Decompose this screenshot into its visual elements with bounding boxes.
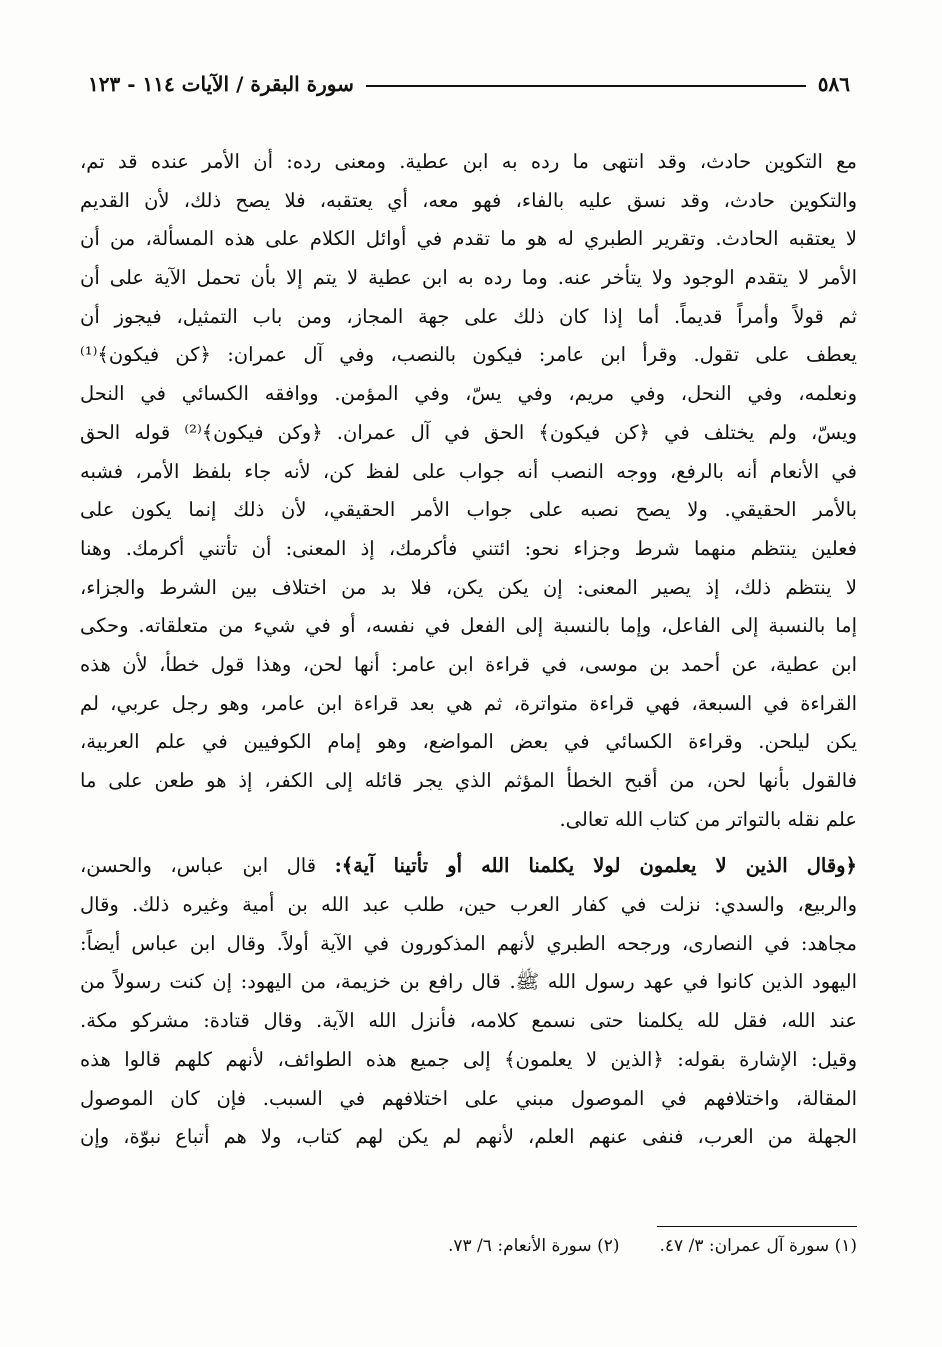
- text-line: الأمر لا يتقدم الوجود ولا يتأخر عنه. وما رده به ابن عطية لا يتم إلا بأن تحمل الآية على أن: [80, 266, 857, 290]
- footnote-1: (١) سورة آل عمران: ٣/ ٤٧.: [659, 1236, 857, 1256]
- text-line: المقالة، واختلافهم في الموصول مبني على اختلافهم في السبب. فإن كان الموصول: [80, 1086, 857, 1110]
- page-header: [88, 62, 850, 96]
- text-line: يعطف على تقول. وقرأ ابن عامر: فيكون بالنصب، وفي آل عمران: ﴿كن فيكون﴾⁽¹⁾: [80, 343, 857, 367]
- text-line: ابن عطية، عن أحمد بن موسى، في قراءة ابن عامر: أنها لحن، وهذا قول خطأ، لأن هذه: [80, 652, 857, 676]
- paragraph-gap: [80, 839, 857, 847]
- text-line: الجهلة من العرب، فنفى عنهم العلم، لأنهم لم يكن لهم كتاب، ولا هم أتباع نبوّة، وإن: [80, 1125, 857, 1149]
- text-line: فعلين ينتظم منهما شرط وجزاء نحو: ائتني فأكرمك، إذ المعنى: أن تأتني أكرمك. وهنا: [80, 536, 857, 560]
- verse-heading-line: [80, 847, 857, 886]
- text-line: القراءة في السبعة، فهي قراءة متواترة، ثم هي بعد قراءة ابن عامر، وهو رجل عربي، لم: [80, 691, 857, 715]
- running-title: سورة البقرة / الآيات ١١٤ - ١٢٣: [88, 72, 354, 96]
- text-line: بالأمر الحقيقي. ولا يصح نصبه على جواب الأمر الحقيقي، لأن ذلك إنما يكون على: [80, 498, 857, 522]
- text-line: ثم قولاً وأمراً قديماً. أما إذا كان ذلك على جهة المجاز، ومن باب التمثيل، فيجوز أن: [80, 304, 857, 328]
- body-text: [80, 143, 857, 1157]
- text-line: والربيع، والسدي: نزلت في كفار العرب حين، طلب عبد الله بن أمية وغيره ذلك. وقال: [80, 893, 857, 917]
- page-number: ٥٨٦: [817, 72, 850, 96]
- footnote-2: (٢) سورة الأنعام: ٦/ ٧٣.: [447, 1236, 620, 1256]
- text-line: يكن ليلحن. وقراءة الكسائي في بعض المواضع، وهو إمام الكوفيين في علم العربية،: [80, 730, 857, 754]
- text-line: عند الله، فقل لله يكلمنا حتى نسمع كلامه، فأنزل الله الآية. وقال قتادة: مشركو مكة.: [80, 1009, 857, 1033]
- text-line: والتكوين حادث، وقد نسق عليه بالفاء، فهو معه، أي يعتقبه، فلا يصح ذلك، لأن القديم: [80, 188, 857, 212]
- text-line: ويسّ، ولم يختلف في ﴿كن فيكون﴾ الحق في آل عمران. ﴿وكن فيكون﴾⁽²⁾ قوله الحق: [80, 420, 857, 444]
- verse-commentary-start: قال ابن عباس، والحسن،: [80, 854, 335, 878]
- text-line: اليهود الذين كانوا في عهد رسول الله ﷺ. قال رافع بن خزيمة، من اليهود: إن كنت رسولاً من: [80, 970, 857, 994]
- text-line: مع التكوين حادث، وقد انتهى ما رده به ابن عطية. ومعنى رده: أن الأمر عنده قد تم،: [80, 150, 857, 173]
- text-line: ونعلمه، وفي النحل، وفي مريم، وفي يسّ، وفي المؤمن. ووافقه الكسائي في النحل: [80, 382, 857, 406]
- footnote-rule: [657, 1226, 857, 1227]
- text-line: وقيل: الإشارة بقوله: ﴿الذين لا يعلمون﴾ إلى جميع هذه الطوائف، لأنهم كلهم قالوا هذه: [80, 1047, 857, 1071]
- verse-quote: ﴿وقال الذين لا يعلمون لولا يكلمنا الله أو تأتينا آية﴾:: [334, 854, 857, 878]
- text-line: علم نقله بالتواتر من كتاب الله تعالى.: [559, 807, 857, 831]
- text-line: فالقول بأنها لحن، من أقبح الخطأ المؤثم الذي يجر قائله إلى الكفر، إذ هو طعن على ما: [80, 769, 857, 792]
- text-line: في الأنعام أنه بالرفع، ووجه النصب أنه جواب على لفظ كن، لأنه جاء بلفظ الأمر، فشبه: [80, 459, 857, 483]
- header-rule: [366, 85, 806, 87]
- text-line: لا يعتقبه الحادث. وتقرير الطبري له هو ما تقدم في أوائل الكلام على هذه المسألة، من أن: [80, 227, 857, 251]
- text-line: إما بالنسبة إلى الفاعل، وإما بالنسبة إلى الفعل في نفسه، أو في شيء من متعلقاته. وحكى: [80, 614, 857, 638]
- footnotes: [240, 1236, 857, 1266]
- text-line: مجاهد: في النصارى، ورجحه الطبري لأنهم المذكورون في الآية أولاً. وقال ابن عباس أيضاً:: [80, 931, 857, 955]
- text-line: لا ينتظم ذلك، إذ يصير المعنى: إن يكن يكن، فلا بد من اختلاف بين الشرط والجزاء،: [80, 575, 857, 599]
